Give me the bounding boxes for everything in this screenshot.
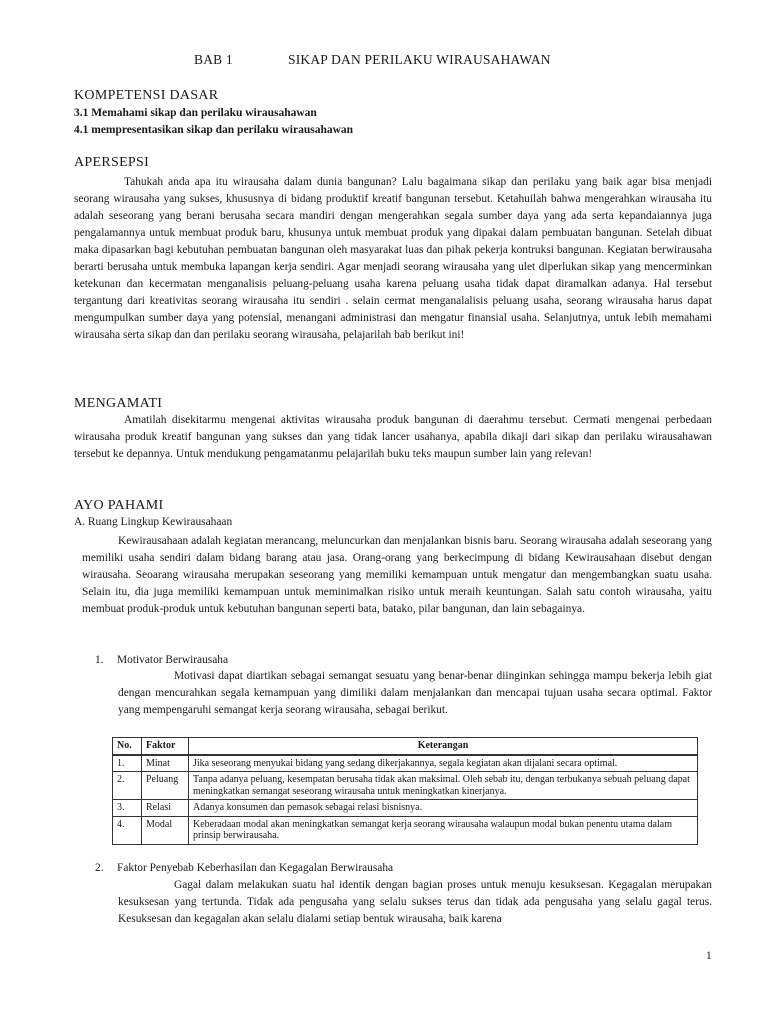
ruang-lingkup-paragraph: Kewirausahaan adalah kegiatan merancang, meluncurkan dan menjalankan bisnis baru. Seorang wirausaha adalah seseorang yang memiliki usaha sendiri dalam bidang barang atau jasa. Orang-orang yang berkecimpung di bidang Kewirausahaan disebut dengan wirausaha. Seoarang wirausaha merupakan seseorang yang memiliki kemampuan untuk mengatur dan mengembangkan suatu usaha. Selain itu, dia juga memiliki kemampuan untuk meminimalkan risiko untuk meraih keuntungan. Salah satu contoh wirausaha, yaitu membuat produk-produk untuk kebutuhan bangunan seperti bata, batako, pilar bangunan, dan lain sebagainya. <box>82 535 712 615</box>
cell-keterangan: Tanpa adanya peluang, kesempatan berusaha tidak akan maksimal. Oleh sebab itu, dengan terbukanya sebuah peluang dapat meningkatkan semangat seseorang wirausaha untuk meningkatkan kinerjanya. <box>189 772 698 800</box>
apersepsi-paragraph: Tahukah anda apa itu wirausaha dalam dunia bangunan? Lalu bagaimana sikap dan perilaku yang baik agar bisa menjadi seorang wirausaha yang sukses, khususnya di bidang produktif kreatif bangunan tersebut. Ketahuilah bahwa mengerahkan wirausaha itu adalah seseorang yang berani berusaha secara mandiri dengan mengerahkan segala sumber daya yang ada serta kepandaiannya juga pengalamannya untuk membuat produk baru, khusunya untuk membuat produk yang dipakai dalam pembuatan bangunan. Setelah dibuat maka dipasarkan bagi kebutuhan pembuatan bangunan oleh masyarakat luas dan pihak pekerja kontruksi bangunan. Kegiatan berwirausaha berarti berusaha untuk membuka lapangan kerja sendiri. Agar menjadi seorang wirausaha yang ulet diperlukan sikap yang mencerminkan ketekunan dan kecermatan menganalisis peluang-peluang usaha karena peluang usaha tidak dapat diramalkan adanya. Hal tersebut tergantung dari kreativitas seorang wirausaha itu sendiri . selain cermat menganalalisis peluang usaha, seorang wirausaha harus dapat mengumpulkan sumber daya yang potensial, menangani administrasi dan mengatur finansial usaha. Selanjutnya, untuk lebih memahami wirausaha serta sikap dan dan perilaku seorang wirausaha, pelajarilah bab berikut ini! <box>74 176 712 341</box>
cell-faktor: Modal <box>142 816 189 844</box>
chapter-name: SIKAP DAN PERILAKU WIRAUSAHAWAN <box>288 52 551 67</box>
mengamati-heading: MENGAMATI <box>74 396 163 411</box>
table-row <box>113 755 698 772</box>
item-title: Motivator Berwirausaha <box>117 654 229 666</box>
table-header-row <box>113 738 698 755</box>
faktor-penyebab-paragraph: Gagal dalam melakukan suatu hal identik dengan bagian proses untuk menuju kesuksesan. Kegagalan merupakan kesuksesan yang tertunda. Tidak ada pengusaha yang selalu sukses terus dan tidak ada pengusaha yang selalu gagal terus. Kesuksesan dan kegagalan akan selalu dialami setiap bentuk wirausaha, baik karena <box>118 879 712 925</box>
motivator-item-title <box>95 654 228 666</box>
cell-no: 4. <box>113 816 142 844</box>
kompetensi-item: 3.1 Memahami sikap dan perilaku wirausahawan <box>74 107 317 119</box>
cell-no: 3. <box>113 800 142 817</box>
cell-no: 1. <box>113 755 142 772</box>
cell-keterangan: Adanya konsumen dan pemasok sebagai relasi bisnisnya. <box>189 800 698 817</box>
table-header-no: No. <box>113 738 142 755</box>
table-row <box>113 772 698 800</box>
page-number: 1 <box>706 950 712 962</box>
cell-no: 2. <box>113 772 142 800</box>
motivator-paragraph: Motivasi dapat diartikan sebagai semangat sesuatu yang benar-benar diinginkan sehingga mampu bekerja lebih giat dengan mencurahkan segala kemampuan yang dimiliki dalam menjalankan dan mencapai tujuan usaha secara optimal. Faktor yang mempengaruhi semangat kerja seorang wirausaha, sebagai berikut. <box>118 670 712 716</box>
cell-keterangan: Keberadaan modal akan meningkatkan semangat kerja seorang wirausaha walaupun modal bukan penentu utama dalam prinsip berwirausaha. <box>189 816 698 844</box>
table-header-faktor: Faktor <box>142 738 189 755</box>
faktor-table <box>112 737 698 845</box>
cell-faktor: Relasi <box>142 800 189 817</box>
item-title: Faktor Penyebab Keberhasilan dan Kegagalan Berwirausaha <box>117 862 394 874</box>
kompetensi-item: 4.1 mempresentasikan sikap dan perilaku wirausahawan <box>74 124 354 136</box>
ayo-pahami-heading: AYO PAHAMI <box>74 498 164 513</box>
chapter-number: BAB 1 <box>194 52 233 67</box>
table-row <box>113 816 698 844</box>
item-number: 2. <box>95 862 104 874</box>
ruang-lingkup-subheading: A. Ruang Lingkup Kewirausahaan <box>74 516 233 528</box>
kompetensi-heading: KOMPETENSI DASAR <box>74 88 219 103</box>
cell-keterangan: Jika seseorang menyukai bidang yang sedang dikerjakannya, segala kegiatan akan dijalani secara optimal. <box>189 755 698 772</box>
table-header-keterangan: Keterangan <box>189 738 698 755</box>
cell-faktor: Peluang <box>142 772 189 800</box>
item-number: 1. <box>95 654 104 666</box>
mengamati-paragraph: Amatilah disekitarmu mengenai aktivitas wirausaha produk bangunan di daerahmu tersebut. Cermati mengenai perbedaan wirausaha produk kreatif bangunan yang sukses dan yang tidak lancer usahanya, apabila dikaji dari sikap dan perilaku wirausahawan tersebut ke depannya. Untuk mendukung pengamatanmu pelajarilah buku teks maupun sumber lain yang relevan! <box>74 414 712 460</box>
table-row <box>113 800 698 817</box>
cell-faktor: Minat <box>142 755 189 772</box>
faktor-penyebab-item-title <box>95 862 393 874</box>
apersepsi-heading: APERSEPSI <box>74 155 150 170</box>
